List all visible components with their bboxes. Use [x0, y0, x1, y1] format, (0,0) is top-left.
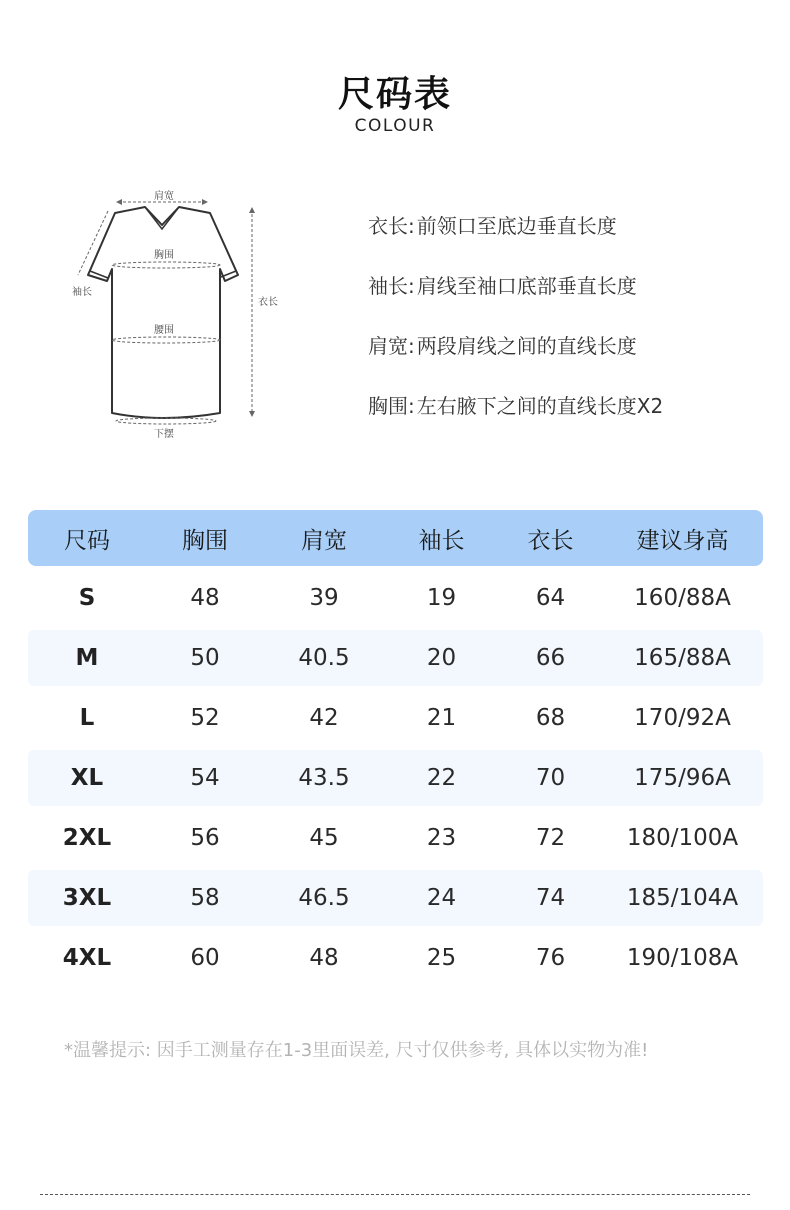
cell-height: 175/96A [634, 765, 731, 791]
cell-size: 3XL [62, 885, 112, 911]
cell-height: 170/92A [634, 705, 731, 731]
measurement-note: *温馨提示: 因手工测量存在1-3里面误差, 尺寸仅供参考, 具体以实物为准! [64, 1040, 649, 1061]
definition-desc: 左右腋下之间的直线长度X2 [416, 394, 664, 418]
header-shoulder: 肩宽 [301, 527, 347, 554]
cell-chest: 48 [190, 585, 220, 611]
cell-size: 4XL [62, 945, 112, 971]
cell-sleeve: 24 [426, 885, 457, 911]
header-sleeve: 袖长 [418, 527, 465, 554]
table-row [28, 630, 763, 686]
definition-shoulder [368, 330, 768, 390]
cell-sleeve: 25 [426, 945, 457, 971]
cell-shoulder: 45 [309, 825, 339, 851]
cell-shoulder: 46.5 [298, 885, 350, 911]
table-row [28, 810, 763, 866]
label-chest: 胸围 [154, 250, 174, 261]
cell-height: 185/104A [626, 885, 739, 911]
divider [40, 1194, 750, 1195]
cell-size: M [75, 645, 99, 671]
cell-sleeve: 19 [426, 585, 457, 611]
label-waist: 腰围 [154, 325, 174, 336]
cell-chest: 52 [190, 705, 220, 731]
label-hem: 下摆 [154, 429, 174, 440]
cell-height: 165/88A [634, 645, 731, 671]
cell-length: 66 [535, 645, 566, 671]
cell-size: L [79, 705, 95, 731]
cell-chest: 50 [190, 645, 220, 671]
cell-height: 160/88A [634, 585, 731, 611]
label-length: 衣长 [258, 297, 278, 308]
cell-chest: 60 [190, 945, 220, 971]
tshirt-outline-icon [60, 185, 290, 450]
cell-sleeve: 22 [426, 765, 457, 791]
header-height: 建议身高 [636, 527, 729, 554]
header-length: 衣长 [527, 527, 574, 554]
definition-length [368, 210, 768, 270]
label-sleeve: 袖长 [72, 287, 92, 298]
definition-chest [368, 390, 768, 450]
table-header [28, 510, 763, 566]
definition-term: 胸围: [368, 394, 415, 418]
measurement-definitions [368, 210, 768, 450]
cell-chest: 56 [190, 825, 220, 851]
cell-shoulder: 40.5 [298, 645, 350, 671]
cell-shoulder: 48 [309, 945, 339, 971]
definition-term: 袖长: [368, 274, 415, 298]
cell-chest: 58 [190, 885, 220, 911]
table-row [28, 750, 763, 806]
cell-size: S [78, 585, 96, 611]
cell-sleeve: 20 [426, 645, 457, 671]
definition-term: 肩宽: [368, 334, 415, 358]
cell-chest: 54 [190, 765, 220, 791]
cell-sleeve: 21 [426, 705, 457, 731]
cell-length: 68 [535, 705, 566, 731]
definition-desc: 肩线至袖口底部垂直长度 [416, 274, 637, 298]
table-row [28, 930, 763, 986]
definition-desc: 两段肩线之间的直线长度 [416, 334, 637, 358]
header-size: 尺码 [64, 527, 110, 554]
cell-shoulder: 43.5 [298, 765, 350, 791]
cell-length: 76 [535, 945, 566, 971]
cell-length: 70 [535, 765, 566, 791]
cell-length: 64 [535, 585, 566, 611]
cell-shoulder: 42 [309, 705, 339, 731]
cell-length: 74 [535, 885, 566, 911]
definition-desc: 前领口至底边垂直长度 [416, 214, 617, 238]
cell-shoulder: 39 [309, 585, 339, 611]
cell-height: 190/108A [626, 945, 739, 971]
cell-size: XL [70, 765, 104, 791]
definition-sleeve [368, 270, 768, 330]
table-row [28, 870, 763, 926]
label-shoulder: 肩宽 [154, 191, 174, 202]
tshirt-diagram [60, 185, 290, 450]
size-table [28, 510, 763, 986]
table-row [28, 690, 763, 746]
cell-length: 72 [535, 825, 566, 851]
cell-size: 2XL [62, 825, 112, 851]
definition-term: 衣长: [368, 214, 415, 238]
header-chest: 胸围 [182, 527, 228, 554]
cell-sleeve: 23 [426, 825, 457, 851]
cell-height: 180/100A [626, 825, 739, 851]
page-subtitle: COLOUR [354, 116, 436, 136]
table-row [28, 570, 763, 626]
page-title: 尺码表 [337, 74, 452, 115]
